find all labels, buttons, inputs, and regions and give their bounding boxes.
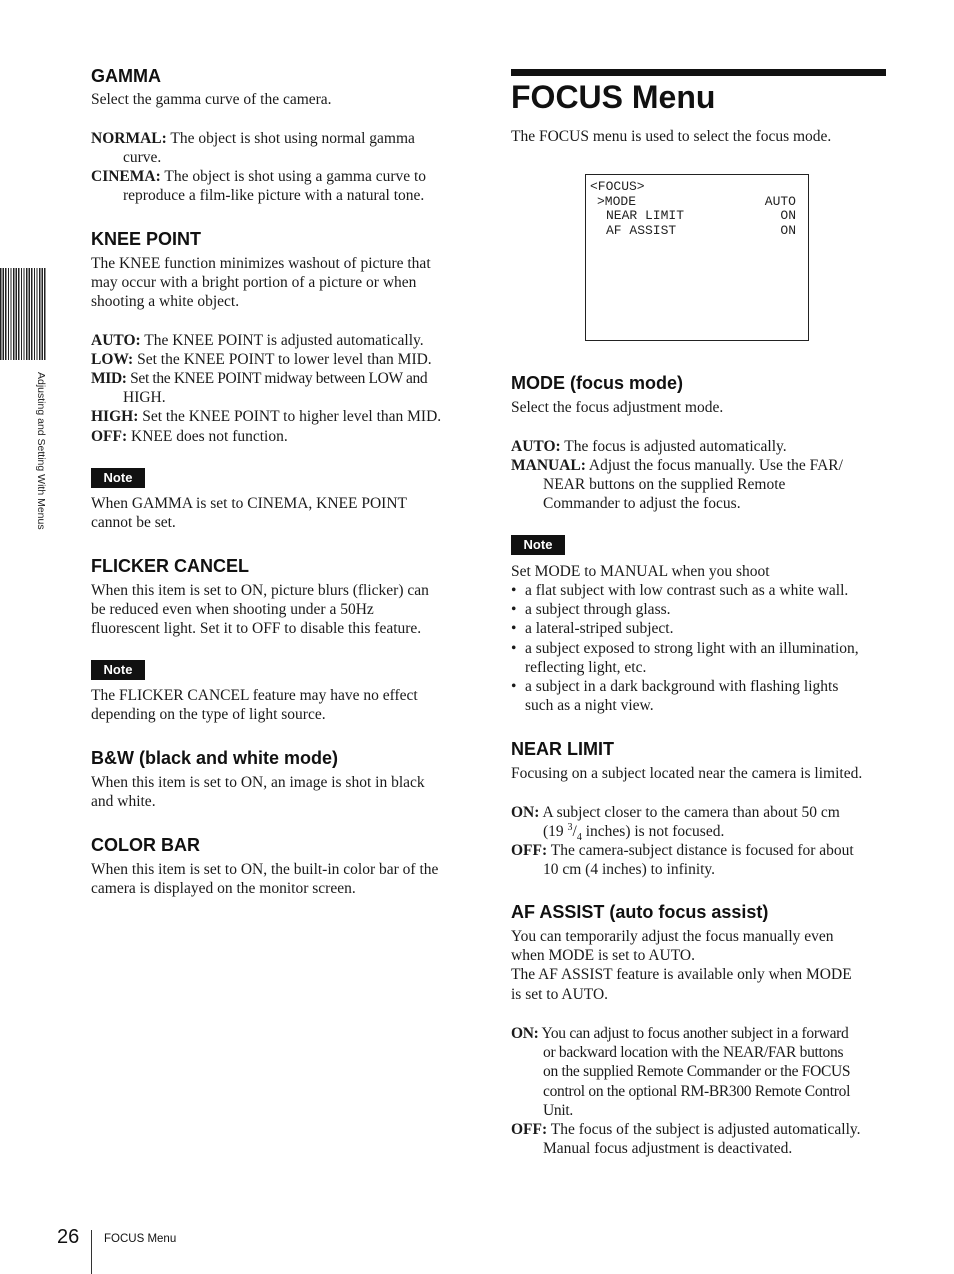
- gamma-cinema-item: CINEMA: The object is shot using a gamma curve to reproduce a film-like picture with a natural tone.: [91, 168, 427, 205]
- mode-note-bullets: [511, 581, 859, 715]
- near-off-item: OFF: The camera-subject distance is focused for about 10 cm (4 inches) to infinity.: [511, 842, 854, 879]
- mode-intro: Select the focus adjustment mode.: [511, 399, 724, 416]
- note-badge: Note: [511, 535, 565, 555]
- osd-row-label: AF ASSIST: [606, 223, 677, 238]
- bullet-text: a lateral-striped subject.: [525, 620, 674, 638]
- mode-manual-item: MANUAL: Adjust the focus manually. Use the FAR/ NEAR buttons on the supplied Remote Commander to adjust the focus.: [511, 457, 843, 513]
- osd-row-value: ON: [780, 208, 796, 223]
- flicker-heading: FLICKER CANCEL: [91, 556, 249, 576]
- flicker-note-text: The FLICKER CANCEL feature may have no effect depending on the type of light source.: [91, 687, 418, 724]
- bullet-text: reflecting light, etc.: [525, 658, 647, 676]
- bullet-text: a subject through glass.: [525, 601, 671, 619]
- mode-note-intro: Set MODE to MANUAL when you shoot: [511, 563, 770, 580]
- knee-note-text: When GAMMA is set to CINEMA, KNEE POINT cannot be set.: [91, 495, 408, 532]
- bullet-dot: •: [511, 601, 517, 619]
- bullet-dot: •: [511, 678, 517, 696]
- focus-menu-screen: [585, 174, 809, 341]
- colorbar-description: When this item is set to ON, the built-in color bar of the camera is displayed on the monitor screen.: [91, 861, 439, 898]
- knee-heading: KNEE POINT: [91, 229, 202, 249]
- chapter-tab-label: Adjusting and Setting With Menus: [35, 372, 47, 530]
- flicker-description: When this item is set to ON, picture blurs (flicker) can be reduced even when shooting under a 50Hz fluorescent light. Set it to OFF to disable this feature.: [91, 582, 429, 638]
- gamma-heading: GAMMA: [91, 66, 161, 86]
- knee-mid-item: MID: Set the KNEE POINT midway between LOW and HIGH.: [91, 370, 428, 407]
- bullet-dot: •: [511, 620, 517, 638]
- osd-row-label: NEAR LIMIT: [606, 208, 685, 223]
- page-number: 26: [57, 1226, 80, 1248]
- osd-header: <FOCUS>: [590, 179, 645, 194]
- af-on-item: ON: You can adjust to focus another subject in a forward or backward location with the NEAR/FAR buttons on the supplied Remote Commander or the FOCUS control on the optional RM-BR300 Remote Control Unit.: [511, 1025, 851, 1119]
- bullet-text: such as a night view.: [525, 697, 654, 715]
- bullet-item: [511, 600, 859, 619]
- osd-row-value: AUTO: [764, 194, 796, 209]
- osd-row-label: >MODE: [597, 194, 637, 209]
- bullet-text: a flat subject with low contrast such as a white wall.: [525, 582, 849, 599]
- bw-description: When this item is set to ON, an image is shot in black and white.: [91, 774, 425, 811]
- bullet-dot: •: [511, 639, 517, 657]
- near-on-item: ON: A subject closer to the camera than about 50 cm (19 $^3/_4$ inches) is not focused.: [511, 804, 840, 844]
- near-limit-heading: NEAR LIMIT: [511, 739, 614, 759]
- mode-auto-item: AUTO: The focus is adjusted automatically.: [511, 438, 787, 455]
- bullet-text: a subject exposed to strong light with an illumination,: [525, 639, 859, 657]
- knee-description: The KNEE function minimizes washout of picture that may occur with a bright portion of a picture or when shooting a white object.: [91, 255, 431, 311]
- near-limit-intro: Focusing on a subject located near the camera is limited.: [511, 765, 863, 782]
- bullet-item: [511, 619, 859, 638]
- note-badge: Note: [91, 660, 145, 680]
- title-rule: [511, 69, 886, 76]
- footer-section-label: FOCUS Menu: [104, 1233, 177, 1245]
- bullet-item: [511, 581, 859, 600]
- colorbar-heading: COLOR BAR: [91, 835, 200, 855]
- mode-heading: MODE (focus mode): [511, 373, 684, 393]
- gamma-intro: Select the gamma curve of the camera.: [91, 91, 332, 108]
- bullet-item: [511, 677, 859, 696]
- bullet-item: [511, 696, 859, 715]
- af-assist-heading: AF ASSIST (auto focus assist): [511, 902, 769, 922]
- knee-auto-item: AUTO: The KNEE POINT is adjusted automatically.: [91, 332, 424, 349]
- af-assist-description: You can temporarily adjust the focus manually even when MODE is set to AUTO. The AF ASSIST feature is available only when MODE is set to AUTO.: [511, 928, 852, 1003]
- knee-off-item: OFF: KNEE does not function.: [91, 428, 288, 445]
- knee-low-item: LOW: Set the KNEE POINT to lower level than MID.: [91, 351, 432, 368]
- chapter-tab-marker: [0, 268, 47, 360]
- bullet-item: [511, 658, 859, 677]
- footer-divider: [91, 1230, 92, 1274]
- osd-row-value: ON: [780, 223, 796, 238]
- bw-heading: B&W (black and white mode): [91, 748, 339, 768]
- bullet-text: a subject in a dark background with flashing lights: [525, 678, 839, 696]
- note-badge: Note: [91, 468, 145, 488]
- knee-high-item: HIGH: Set the KNEE POINT to higher level than MID.: [91, 408, 442, 425]
- gamma-normal-item: NORMAL: The object is shot using normal gamma curve.: [91, 130, 415, 167]
- focus-intro: The FOCUS menu is used to select the focus mode.: [511, 128, 832, 145]
- bullet-item: [511, 639, 859, 658]
- bullet-dot: •: [511, 582, 517, 599]
- af-off-item: OFF: The focus of the subject is adjusted automatically. Manual focus adjustment is deactivated.: [511, 1121, 861, 1158]
- page-title: FOCUS Menu: [511, 79, 716, 115]
